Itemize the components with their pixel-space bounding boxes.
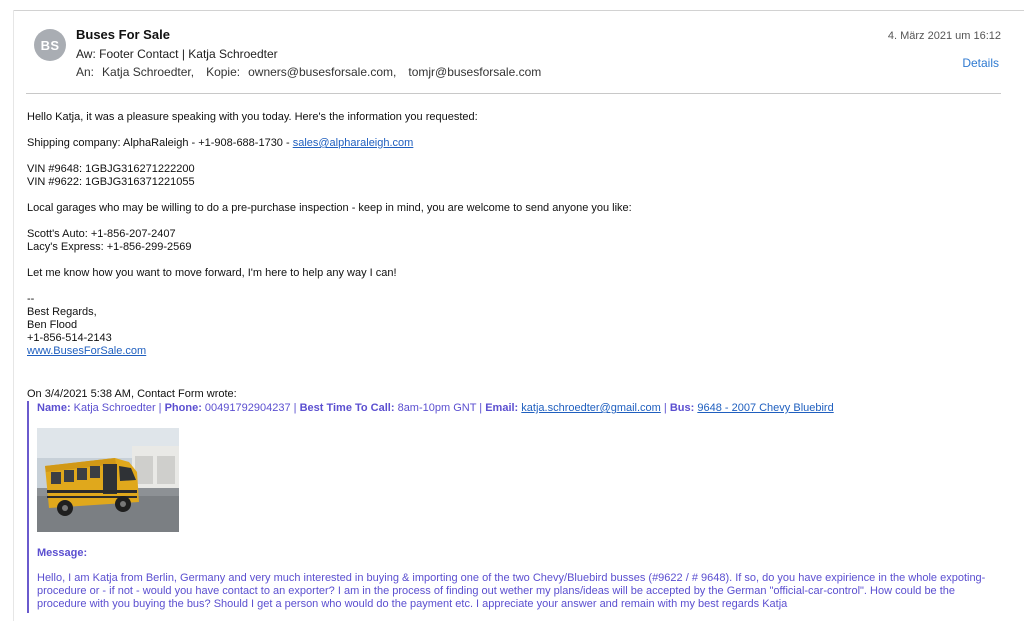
phone-value: 00491792904237 | [201,402,300,414]
vin-line-2: VIN #9622: 1GBJG316371221055 [27,176,195,188]
quoted-message [27,401,1012,613]
message-label: Message: [37,547,88,559]
vin-line-1: VIN #9648: 1GBJG316271222200 [27,163,195,175]
to-recipient[interactable]: Katja Schroedter, [102,65,195,79]
to-label: An: [76,65,95,79]
cc-label: Kopie: [206,65,241,79]
header-divider [26,93,1001,94]
sender-name[interactable]: Buses For Sale [76,27,170,42]
shipping-email-link[interactable]: sales@alpharaleigh.com [292,137,414,149]
garage-line-1: Scott's Auto: +1-856-207-2407 [27,228,176,240]
email-link[interactable]: katja.schroedter@gmail.com [521,402,661,414]
subject-line: Aw: Footer Contact | Katja Schroedter [76,47,278,61]
cc-recipient-2[interactable]: tomjr@busesforsale.com [408,65,542,79]
email-label: Email: [485,402,519,414]
quote-header: On 3/4/2021 5:38 AM, Contact Form wrote: [27,388,237,400]
bus-label: Bus: [669,402,695,414]
mail-header [0,0,1024,100]
signature-website [27,345,1007,358]
garage-line-2: Lacy's Express: +1-856-299-2569 [27,241,192,253]
contact-form-fields: Name: Katja Schroedter | Phone: 00491792904237 | Best Time To Call: 8am-10pm GNT | Email: katja.schroedter@gmail.com | Bus: 9648 - 2007 Chevy Bluebird [37,402,834,414]
bus-photo[interactable] [37,428,179,532]
closing-line: Let me know how you want to move forward, I'm here to help any way I can! [27,267,397,279]
time-value: 8am-10pm GNT | [394,402,486,414]
signature-dash: -- [27,293,35,305]
mail-body [27,111,1007,358]
message-text: Hello, I am Katja from Berlin, Germany and very much interested in buying & importing one of the two Chevy/Bluebird busses (#9622 / # 9648). If so, do you have expirience in the whole expoting-procedure or - if not - would you have contact to an exporter? I am in the process of finding out wether my plans/ideas will be accepted by the German "official-car-control". How could be the procedure with you buying the bus? Should I get a person who would do the payment etc. I appreciate your answer and remain with my best regards Katja [37,572,986,610]
bus-link[interactable]: 9648 - 2007 Chevy Bluebird [697,402,834,414]
time-label: Best Time To Call: [299,402,395,414]
signature-phone: +1-856-514-2143 [27,332,112,344]
signature-regards: Best Regards, [27,306,97,318]
signature-name: Ben Flood [27,319,78,331]
phone-label: Phone: [164,402,202,414]
greeting: Hello Katja, it was a pleasure speaking with you today. Here's the information you requested: [27,111,478,123]
recipients-line [76,65,541,79]
avatar: BS [34,29,66,61]
name-label: Name: [37,402,71,414]
bus-illustration [37,428,179,532]
window-left-border [13,10,14,621]
website-link[interactable]: www.BusesForSale.com [27,345,147,357]
shipping-line: Shipping company: AlphaRaleigh - +1-908-688-1730 - sales@alpharaleigh.com [27,137,414,149]
name-value: Katja Schroedter | [70,402,165,414]
garages-intro: Local garages who may be willing to do a pre-purchase inspection - keep in mind, you are welcome to send anyone you like: [27,202,632,214]
cc-recipient-1[interactable]: owners@busesforsale.com, [248,65,397,79]
mail-date: 4. März 2021 um 16:12 [887,30,1001,42]
details-link[interactable]: Details [962,56,999,70]
